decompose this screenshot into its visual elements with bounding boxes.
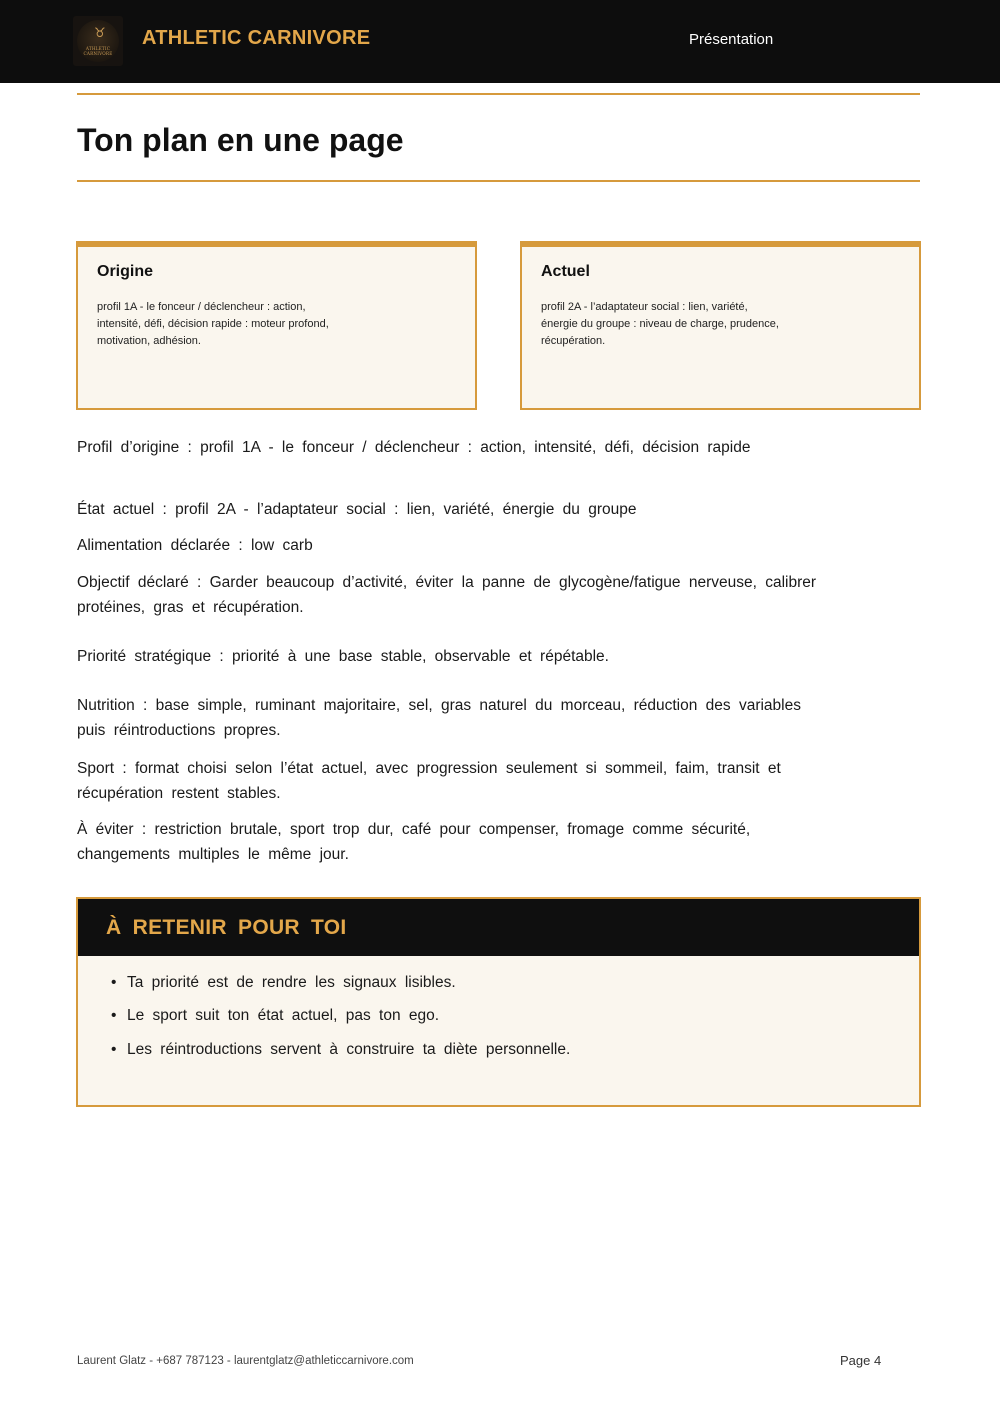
diet-paragraph: Alimentation déclarée : low carb <box>77 537 313 554</box>
actual-card <box>520 241 921 410</box>
avoid-paragraph: À éviter : restriction brutale, sport trop dur, café pour compenser, fromage comme sécurité, changements multiples le même jour. <box>77 821 751 863</box>
actual-card-text: profil 2A - l’adaptateur social : lien, variété, énergie du groupe : niveau de charge, prudence, récupération. <box>541 301 779 347</box>
priority-paragraph: Priorité stratégique : priorité à une base stable, observable et répétable. <box>77 648 609 665</box>
takeaway-item <box>111 1041 570 1059</box>
takeaway-item-text: Ta priorité est de rendre les signaux lisibles. <box>127 974 456 991</box>
nutrition-paragraph: Nutrition : base simple, ruminant majoritaire, sel, gras naturel du morceau, réduction des variables puis réintroductions propres. <box>77 697 801 739</box>
takeaway-item-text: Les réintroductions servent à construire ta diète personnelle. <box>127 1041 571 1058</box>
bullet-icon: • <box>111 974 117 991</box>
bull-head-icon: ♉ <box>94 26 106 41</box>
brand-logo <box>73 16 123 66</box>
goal-paragraph: Objectif déclaré : Garder beaucoup d’activité, éviter la panne de glycogène/fatigue nerveuse, calibrer protéines, gras et récupération. <box>77 574 817 616</box>
takeaway-header <box>78 899 919 956</box>
page-header <box>0 0 1000 83</box>
section-label: Présentation <box>689 31 774 48</box>
page-number: Page 4 <box>840 1353 882 1368</box>
page-title: Ton plan en une page <box>77 122 404 158</box>
takeaway-box <box>76 897 921 1107</box>
title-rule-bottom <box>77 180 920 182</box>
title-rule-top <box>77 93 920 95</box>
origin-card <box>76 241 477 410</box>
logo-emblem <box>77 20 119 62</box>
bullet-icon: • <box>111 1041 117 1058</box>
logo-lettering: ATHLETIC CARNIVORE <box>83 46 113 56</box>
profile-origin-paragraph: Profil d’origine : profil 1A - le fonceur / déclencheur : action, intensité, défi, décision rapide <box>77 439 751 456</box>
takeaway-item <box>111 974 456 992</box>
origin-card-title: Origine <box>97 263 154 280</box>
current-state-paragraph: État actuel : profil 2A - l’adaptateur social : lien, variété, énergie du groupe <box>77 501 637 518</box>
origin-card-text: profil 1A - le fonceur / déclencheur : action, intensité, défi, décision rapide : moteur profond, motivation, adhésion. <box>97 301 329 347</box>
bullet-icon: • <box>111 1007 117 1024</box>
takeaway-item-text: Le sport suit ton état actuel, pas ton ego. <box>127 1007 440 1024</box>
brand-name: ATHLETIC CARNIVORE <box>142 27 371 49</box>
actual-card-title: Actuel <box>541 263 590 280</box>
takeaway-title: À RETENIR POUR TOI <box>106 916 347 939</box>
footer-contact: Laurent Glatz - +687 787123 - laurentglatz@athleticcarnivore.com <box>77 1355 414 1367</box>
sport-paragraph: Sport : format choisi selon l’état actuel, avec progression seulement si sommeil, faim, transit et récupération restent stables. <box>77 760 781 802</box>
takeaway-item <box>111 1007 439 1025</box>
